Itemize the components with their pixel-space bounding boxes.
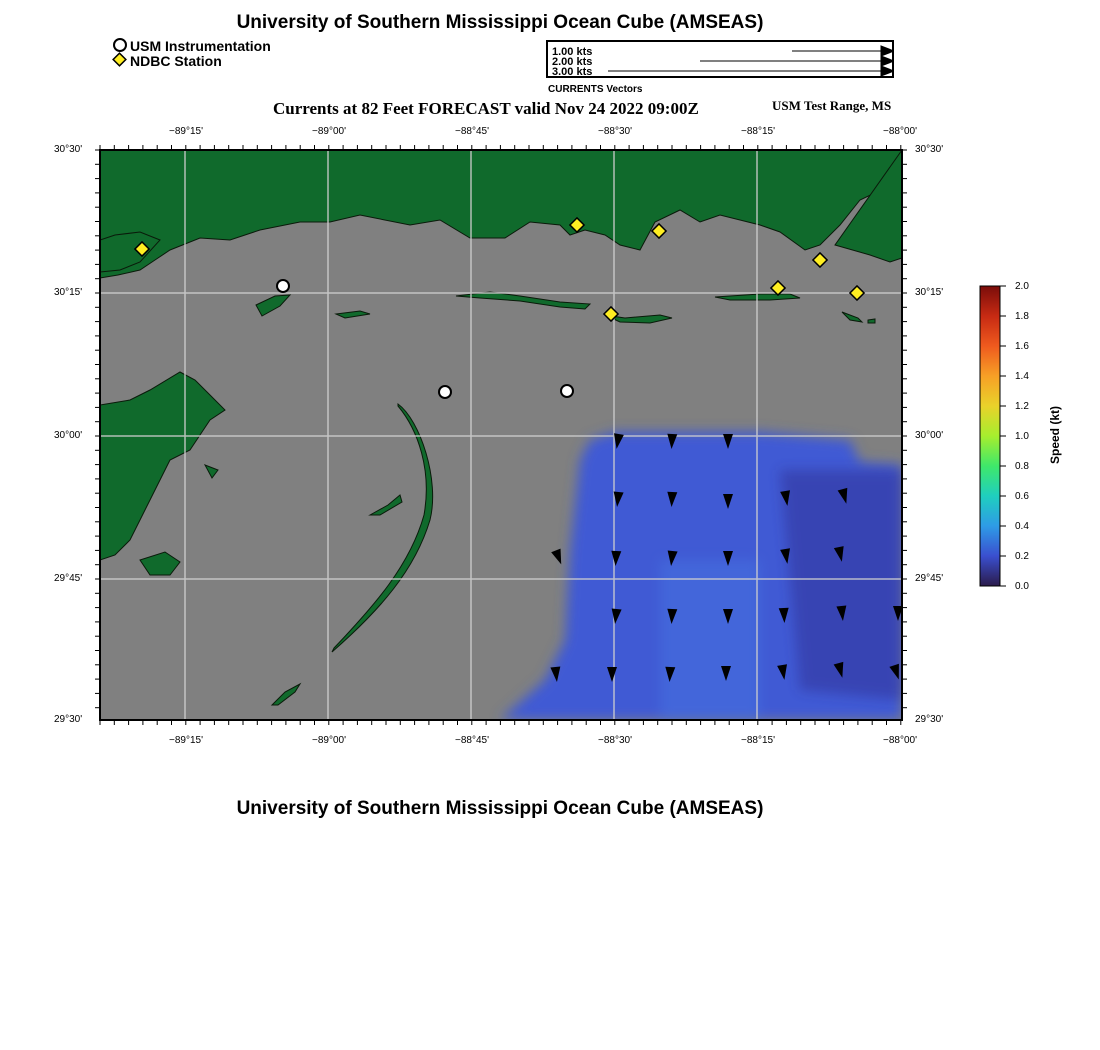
colorbar-tick-label: 1.6 — [1015, 341, 1029, 352]
lat-tick-left: 30°15' — [54, 287, 83, 298]
usm-legend-label: USM Instrumentation — [130, 38, 271, 54]
lon-tick-top: −88°45' — [455, 126, 489, 137]
vector-scale-3: 3.00 kts — [552, 66, 593, 78]
colorbar-title: Speed (kt) — [1048, 406, 1062, 465]
lon-tick-bottom: −89°00' — [312, 735, 346, 746]
colorbar-tick-label: 1.8 — [1015, 311, 1029, 322]
footer-title: University of Southern Mississippi Ocean Cube (AMSEAS) — [236, 798, 764, 819]
lon-tick-bottom: −89°15' — [169, 735, 203, 746]
lon-tick-bottom: −88°30' — [598, 735, 632, 746]
lon-tick-bottom: −88°15' — [741, 735, 775, 746]
usm-station-marker[interactable] — [561, 385, 573, 397]
map-title: Currents at 82 Feet FORECAST valid Nov 24 2022 09:00Z — [273, 99, 699, 118]
colorbar-tick-label: 0.2 — [1015, 551, 1029, 562]
lat-tick-left: 29°45' — [54, 573, 83, 584]
colorbar-tick-label: 0.6 — [1015, 491, 1029, 502]
lat-tick-right: 30°15' — [915, 287, 944, 298]
lat-tick-left: 29°30' — [54, 714, 83, 725]
lon-tick-bottom: −88°00' — [883, 735, 917, 746]
lon-tick-top: −89°15' — [169, 126, 203, 137]
colorbar-tick-label: 0.0 — [1015, 581, 1029, 592]
lat-tick-left: 30°30' — [54, 144, 83, 155]
colorbar-tick-label: 0.4 — [1015, 521, 1029, 532]
lat-tick-right: 29°45' — [915, 573, 944, 584]
colorbar-tick-label: 1.4 — [1015, 371, 1029, 382]
lon-tick-top: −88°30' — [598, 126, 632, 137]
page-title: University of Southern Mississippi Ocean Cube (AMSEAS) — [236, 12, 764, 33]
speed-colorbar — [980, 286, 1000, 586]
vector-scale-2: 2.00 kts — [552, 56, 593, 68]
colorbar-ticks — [1000, 286, 1006, 586]
vector-scale-1: 1.00 kts — [552, 46, 593, 58]
colorbar-tick-label: 1.2 — [1015, 401, 1029, 412]
lon-tick-top: −88°15' — [741, 126, 775, 137]
vector-scale-title: CURRENTS Vectors — [548, 84, 643, 95]
region-label: USM Test Range, MS — [772, 98, 892, 113]
lat-tick-left: 30°00' — [54, 430, 83, 441]
islet — [868, 319, 875, 323]
colorbar-tick-label: 0.8 — [1015, 461, 1029, 472]
ndbc-legend-label: NDBC Station — [130, 53, 222, 69]
usm-station-marker[interactable] — [277, 280, 289, 292]
lon-tick-top: −88°00' — [883, 126, 917, 137]
colorbar-tick-label: 1.0 — [1015, 431, 1029, 442]
lat-tick-right: 30°00' — [915, 430, 944, 441]
lat-tick-right: 30°30' — [915, 144, 944, 155]
lon-tick-top: −89°00' — [312, 126, 346, 137]
lon-tick-bottom: −88°45' — [455, 735, 489, 746]
colorbar-tick-label: 2.0 — [1015, 281, 1029, 292]
usm-station-marker[interactable] — [439, 386, 451, 398]
lat-tick-right: 29°30' — [915, 714, 944, 725]
